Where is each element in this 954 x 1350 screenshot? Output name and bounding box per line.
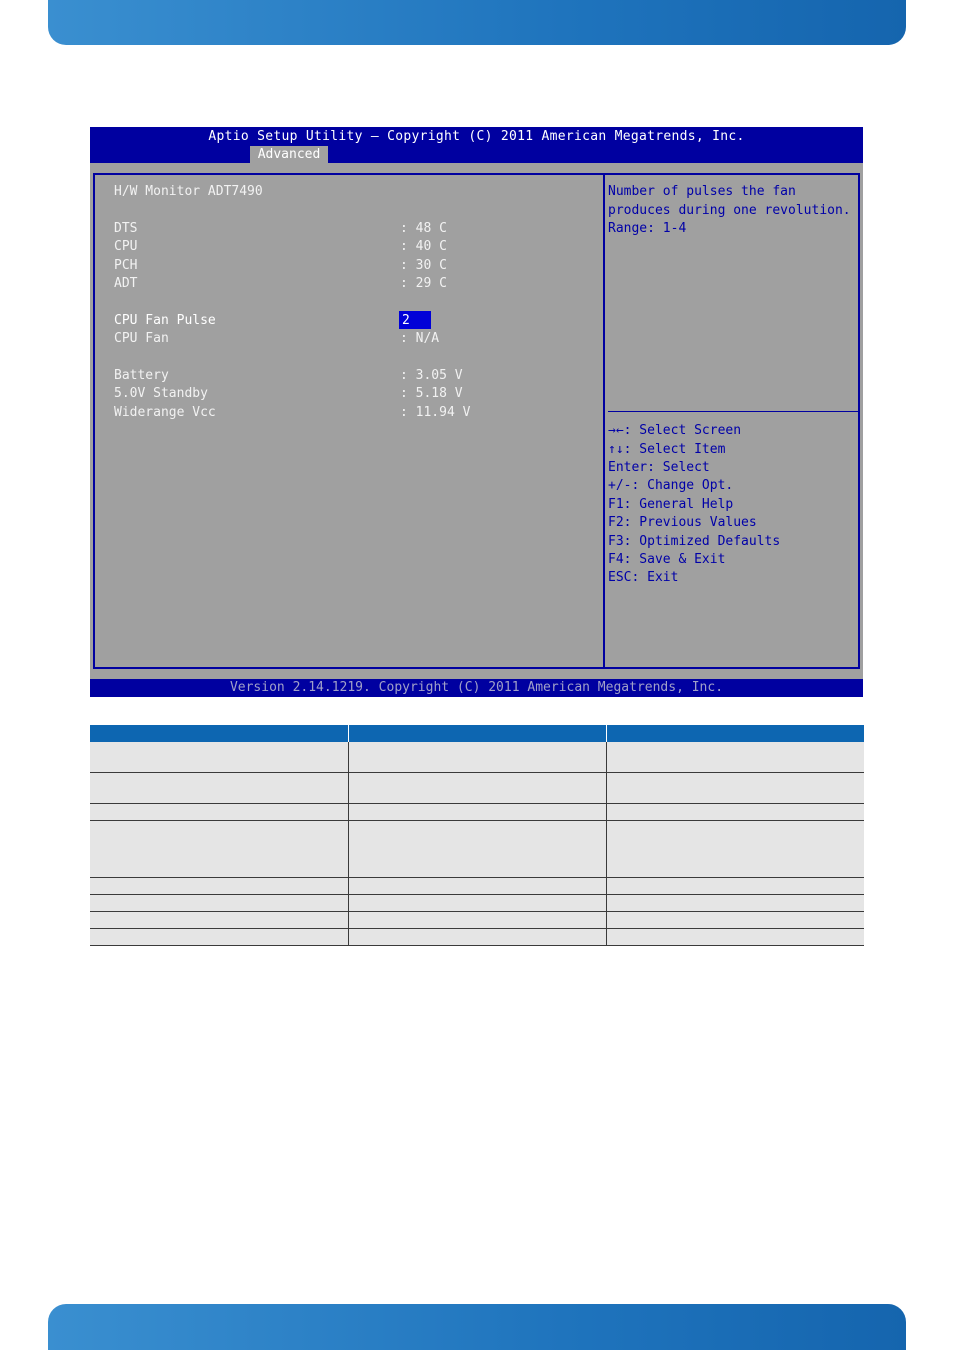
bios-setup-screen — [90, 127, 863, 697]
table-row — [90, 772, 864, 803]
table-cell — [606, 772, 864, 803]
table-cell — [348, 742, 606, 772]
bios-title: Aptio Setup Utility – Copyright (C) 2011 American Megatrends, Inc. — [208, 129, 745, 144]
table-cell — [348, 820, 606, 877]
table-cell — [348, 911, 606, 928]
table-row — [90, 877, 864, 894]
table-row — [90, 742, 864, 772]
item-value-battery: : 3.05 V — [400, 368, 463, 383]
table-cell — [348, 877, 606, 894]
item-label-5v-standby: 5.0V Standby — [114, 386, 208, 401]
table-cell — [90, 742, 348, 772]
item-label-battery: Battery — [114, 368, 169, 383]
table-cell — [606, 820, 864, 877]
table-cell — [606, 803, 864, 820]
item-label-cpu-fan: CPU Fan — [114, 331, 169, 346]
key-hint: ↑↓: Select Item — [608, 442, 726, 457]
item-value-dts: : 48 C — [400, 221, 447, 236]
help-line: produces during one revolution. — [608, 203, 851, 218]
table-cell — [90, 803, 348, 820]
table-cell — [348, 894, 606, 911]
key-hint: Enter: Select — [608, 460, 710, 475]
table-row — [90, 894, 864, 911]
item-label-dts: DTS — [114, 221, 138, 236]
item-value-cpu: : 40 C — [400, 239, 447, 254]
tab-advanced[interactable]: Advanced — [250, 146, 328, 163]
header-band — [48, 0, 906, 45]
table-cell — [606, 894, 864, 911]
item-value-cpu-fan-pulse[interactable]: 2 — [402, 313, 410, 328]
settings-table — [90, 725, 864, 946]
help-line: Number of pulses the fan — [608, 184, 796, 199]
table-row — [90, 911, 864, 928]
table-header-row — [90, 725, 864, 742]
table-cell — [90, 911, 348, 928]
bios-pane-divider — [603, 173, 605, 669]
key-hint: →←: Select Screen — [608, 423, 742, 438]
item-label-cpu-fan-pulse[interactable]: CPU Fan Pulse — [114, 313, 216, 328]
item-label-adt: ADT — [114, 276, 138, 291]
item-value-adt: : 29 C — [400, 276, 447, 291]
key-hint: F4: Save & Exit — [608, 552, 726, 567]
table-row — [90, 820, 864, 877]
table-cell — [606, 877, 864, 894]
table-header-cell — [90, 725, 348, 742]
table-row — [90, 803, 864, 820]
table-row — [90, 928, 864, 945]
help-separator — [608, 411, 858, 412]
key-hint: +/-: Change Opt. — [608, 478, 734, 493]
table-cell — [90, 928, 348, 945]
help-line: Range: 1-4 — [608, 221, 687, 236]
table-cell — [90, 894, 348, 911]
bios-header — [90, 127, 863, 163]
table-cell — [90, 820, 348, 877]
key-hint: ESC: Exit — [608, 570, 679, 585]
item-value-widerange-vcc: : 11.94 V — [400, 405, 471, 420]
table-cell — [606, 911, 864, 928]
table-cell — [606, 928, 864, 945]
bios-footer: Version 2.14.1219. Copyright (C) 2011 American Megatrends, Inc. — [90, 679, 863, 697]
table-header-cell — [348, 725, 606, 742]
table-header-cell — [606, 725, 864, 742]
item-label-widerange-vcc: Widerange Vcc — [114, 405, 216, 420]
item-label-pch: PCH — [114, 258, 138, 273]
bios-main-frame — [93, 173, 860, 669]
table-cell — [606, 742, 864, 772]
key-hint: F1: General Help — [608, 497, 734, 512]
table-cell — [90, 772, 348, 803]
item-value-cpu-fan: : N/A — [400, 331, 440, 346]
footer-band — [48, 1304, 906, 1350]
key-hint: F2: Previous Values — [608, 515, 757, 530]
section-title: H/W Monitor ADT7490 — [114, 184, 263, 199]
table-cell — [348, 772, 606, 803]
item-value-5v-standby: : 5.18 V — [400, 386, 463, 401]
item-label-cpu: CPU — [114, 239, 138, 254]
key-hint: F3: Optimized Defaults — [608, 534, 781, 549]
table-cell — [348, 803, 606, 820]
table-cell — [90, 877, 348, 894]
table-cell — [348, 928, 606, 945]
item-value-pch: : 30 C — [400, 258, 447, 273]
